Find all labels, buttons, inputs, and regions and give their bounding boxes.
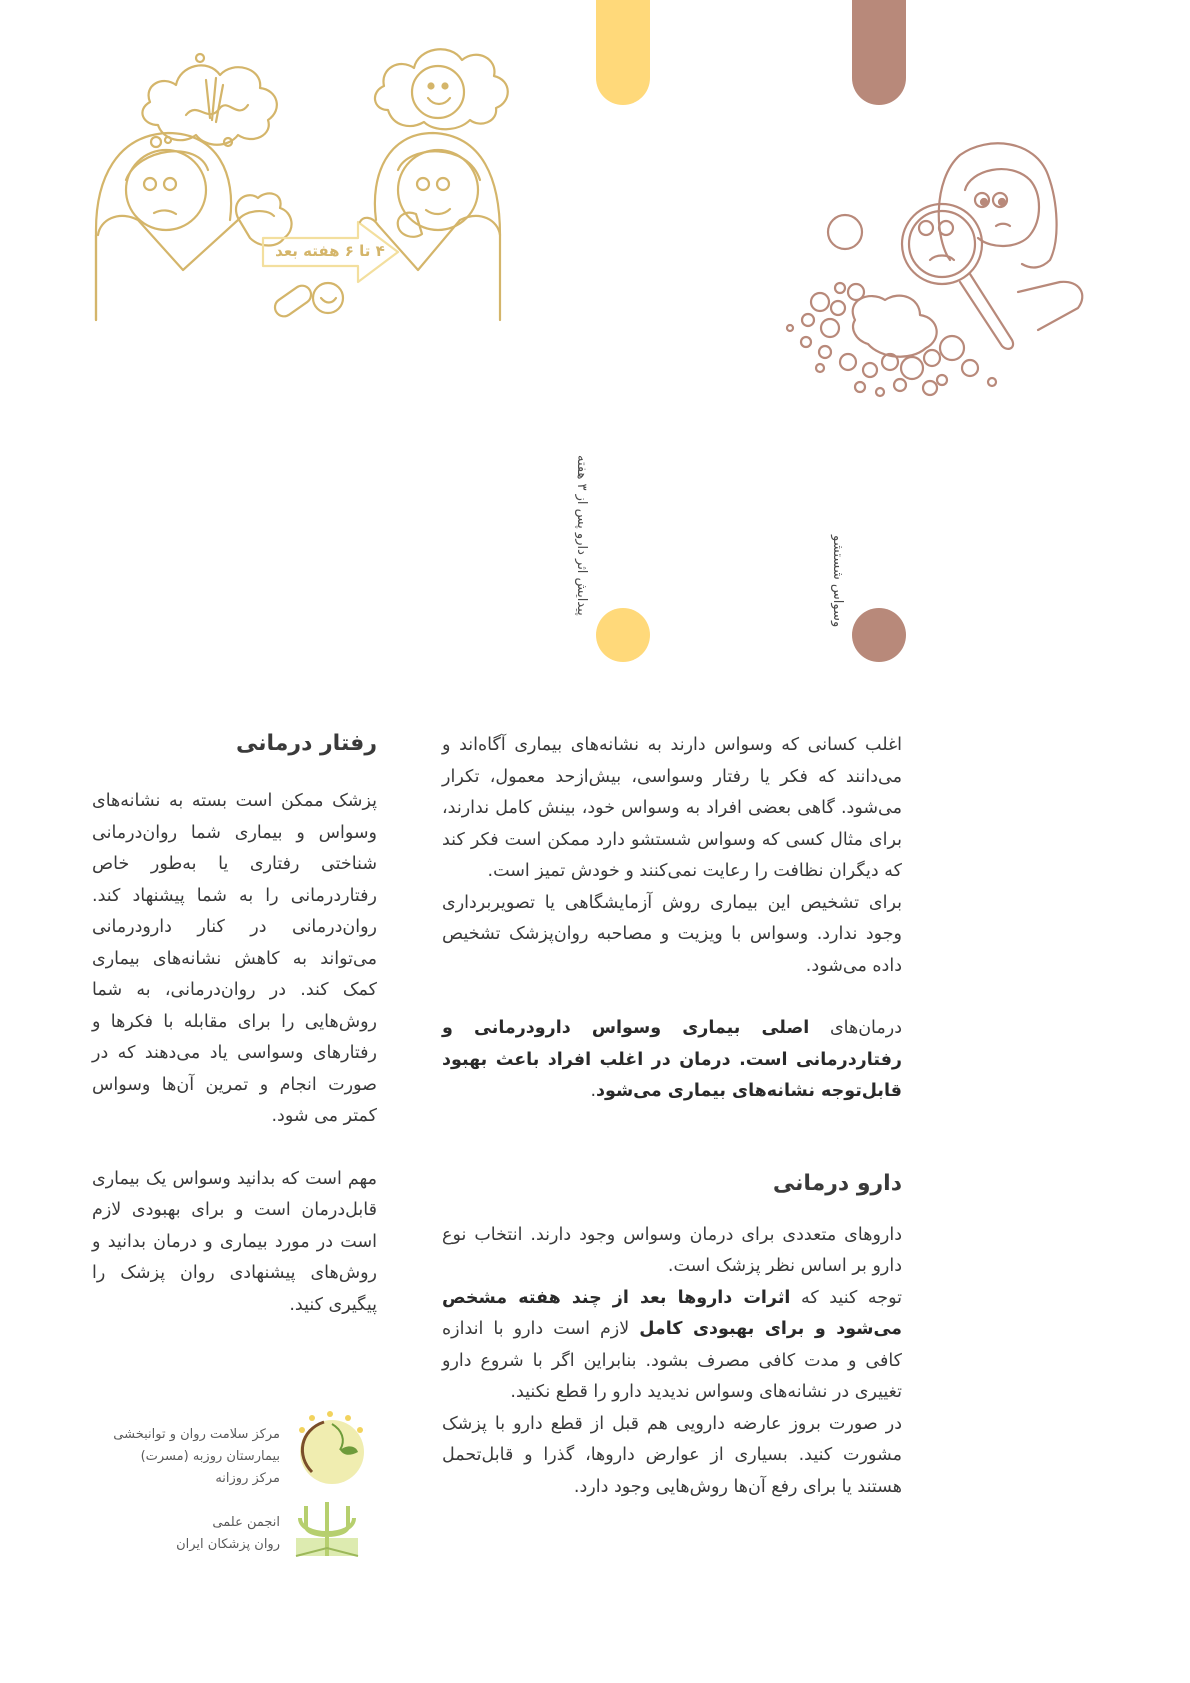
center-logo	[290, 1410, 370, 1490]
yellow-dot	[596, 608, 650, 662]
main-column	[442, 730, 902, 1503]
center-logo-text	[100, 1424, 280, 1490]
intro-paragraph: اغلب کسانی که وسواس دارند به نشانه‌های بیماری آگاه‌اند و می‌دانند که فکر یا رفتار وسواسی، بیش‌ازحد معمول، تکرار می‌شود. گاهی بعضی افراد به وسواس خود، بینش کامل ندارند، برای مثال کسی که وسواس شستشو دارد ممکن است فکر کند که دیگران نظافت را رعایت نمی‌کنند و خودش تمیز است.	[442, 735, 902, 881]
side-column	[92, 728, 377, 1321]
drug-therapy-heading: دارو درمانی	[772, 1170, 902, 1196]
drug-p2-suffix: لازم است دارو با اندازه کافی و مدت کافی مصرف بشود. بنابراین اگر با شروع دارو تغییری در نشانه‌های وسواس ندیدید دارو را قطع نکنید.	[442, 1319, 902, 1402]
center-line-2: بیمارستان روزبه (مسرت)	[140, 1449, 280, 1464]
association-line-2: روان پزشکان ایران	[176, 1537, 280, 1552]
behavior-paragraph-2: مهم است که بدانید وسواس یک بیماری قابل‌درمان است و برای بهبودی لازم است در مورد بیماری و درمان بدانید و روش‌های پیشنهادی روان پزشک را پیگیری کنید.	[92, 1168, 377, 1315]
drug-paragraph-1: داروهای متعددی برای درمان وسواس وجود دارند. انتخاب نوع دارو بر اساس نظر پزشک است.	[442, 1224, 902, 1276]
center-line-1: مرکز سلامت روان و توانبخشی	[113, 1427, 280, 1442]
brown-dot	[852, 608, 906, 662]
right-figure-caption: وسواس شستشو	[830, 535, 845, 628]
drug-paragraph-2	[442, 1283, 902, 1409]
treatments-bold: اصلی بیماری وسواس دارودرمانی و رفتاردرمانی است. درمان در اغلب افراد باعث بهبود قابل‌توجه نشانه‌های بیماری می‌شود	[442, 1018, 902, 1101]
yellow-tab	[596, 0, 650, 105]
left-figure-caption: پیدایش اثر دارو پس از ۳ هفته	[574, 455, 589, 616]
washing-compulsion-illustration	[760, 130, 1090, 430]
drug-p2-bold: اثرات داروها بعد از چند هفته مشخص می‌شود و برای بهبودی کامل	[442, 1287, 902, 1339]
medication-effect-illustration	[88, 30, 598, 360]
drug-p2-prefix: توجه کنید که	[790, 1287, 903, 1308]
association-logo	[292, 1498, 362, 1560]
treatments-prefix: درمان‌های	[809, 1018, 903, 1038]
behavior-therapy-heading: رفتار درمانی	[236, 731, 377, 756]
association-logo-text	[100, 1512, 280, 1556]
behavior-paragraph-1: پزشک ممکن است بسته به نشانه‌های وسواس و بیماری شما روان‌درمانی شناختی رفتاری یا به‌طور خاص رفتاردرمانی را به شما پیشنهاد کند. روان‌درمانی در کنار دارودرمانی می‌تواند به کاهش نشانه‌های بیماری کمک کند. در روان‌درمانی، به شما روش‌هایی را برای مقابله با فکرها و رفتارهای وسواسی یاد می‌دهند که در صورت انجام و تمرین آن‌ها وسواس کمتر می شود.	[92, 791, 377, 1126]
diagnosis-paragraph: برای تشخیص این بیماری روش آزمایشگاهی یا تصویربرداری وجود ندارد. وسواس با ویزیت و مصاحبه روان‌پزشک تشخیص داده می‌شود.	[442, 892, 902, 976]
treatments-suffix: .	[590, 1081, 597, 1101]
center-line-3: مرکز روزانه	[215, 1471, 280, 1486]
drug-paragraph-3: در صورت بروز عارضه دارویی هم قبل از قطع دارو با پزشک مشورت کنید. بسیاری از عوارض داروها، گذرا و قابل‌تحمل هستند یا برای رفع آن‌ها روش‌هایی وجود دارد.	[442, 1413, 902, 1497]
treatments-paragraph	[442, 1013, 902, 1108]
brown-tab	[852, 0, 906, 105]
arrow-label: ۴ تا ۶ هفته بعد	[275, 242, 385, 260]
association-line-1: انجمن علمی	[212, 1515, 280, 1530]
